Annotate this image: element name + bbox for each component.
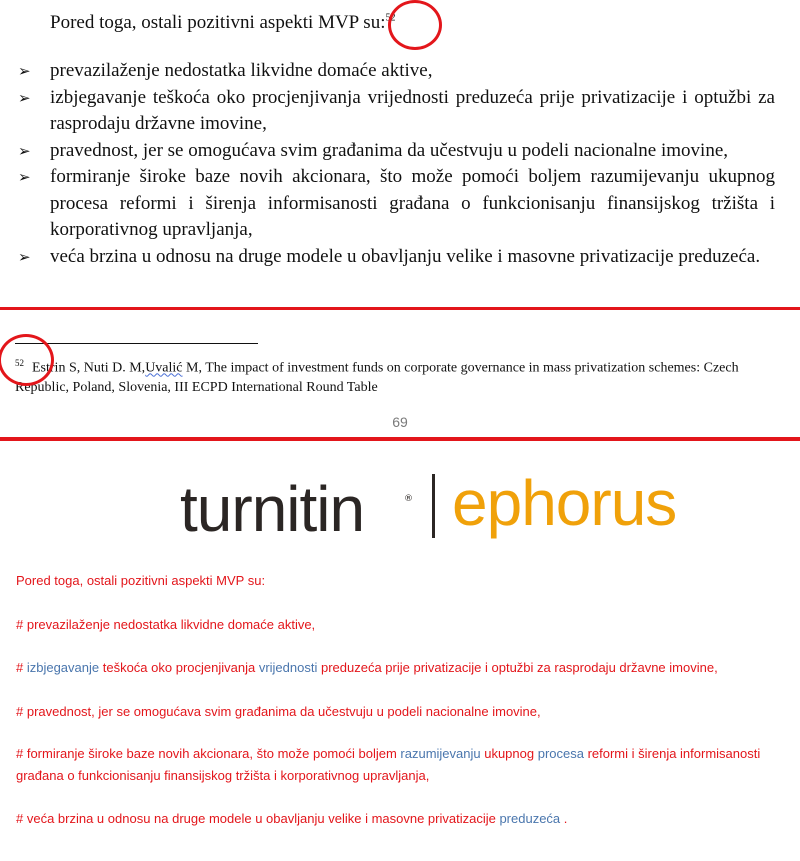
intro-line — [50, 12, 395, 34]
list-item: ➢ pravednost, jer se omogućava svim građanima da učestvuju u podeli nacionalne imovine, — [18, 138, 775, 165]
footnote-rule — [15, 343, 258, 344]
page-number: 69 — [392, 414, 408, 430]
arrow-bullet-icon: ➢ — [18, 247, 31, 266]
logo-divider — [432, 474, 435, 538]
registered-mark: ® — [404, 494, 413, 504]
list-item: ➢ veća brzina u odnosu na druge modele u obavljanju velike i masovne privatizacije preduzeća. — [18, 244, 775, 271]
red-separator-line — [0, 437, 800, 441]
turnitin-paragraph: # pravednost, jer se omogućava svim građanima da učestvuju u podeli nacionalne imovine, — [16, 704, 541, 719]
bullet-list — [18, 58, 775, 270]
matched-word: izbjegavanje — [26, 660, 100, 675]
footnote: $^{52}$ Estrin S, Nuti D. M,Uvalić M, The impact of investment funds on corporate governance in mass privatization schemes: Czech Republic, Poland, Slovenia, III ECPD International Round Table — [15, 358, 739, 395]
matched-word: preduzeća — [499, 811, 561, 826]
spellcheck-underlined-word: Uvalić — [145, 360, 183, 376]
intro-text: Pored toga, ostali pozitivni aspekti MVP su: — [50, 12, 386, 33]
footnote-reference: 52 — [385, 12, 396, 24]
red-separator-line — [0, 307, 800, 310]
arrow-bullet-icon: ➢ — [18, 168, 31, 186]
turnitin-paragraph: # formiranje široke baze novih akcionara, što može pomoći boljem razumijevanju ukupnog procesa reformi i širenja informisanosti građana o funkcionisanju finansijskog tržišta i korporativnog upravljanja, — [16, 746, 761, 783]
turnitin-paragraph: # veća brzina u odnosu na druge modele u obavljanju velike i masovne privatizacije preduzeća . — [16, 811, 568, 826]
turnitin-paragraph: # prevazilaženje nedostatka likvidne domaće aktive, — [16, 617, 316, 632]
arrow-bullet-icon: ➢ — [18, 88, 31, 107]
turnitin-paragraph: Pored toga, ostali pozitivni aspekti MVP su: — [16, 573, 266, 588]
ephorus-wordmark: ephorus — [452, 467, 677, 539]
turnitin-wordmark: turnitin — [180, 473, 365, 545]
turnitin-paragraph: # izbjegavanje teškoća oko procjenjivanja vrijednosti preduzeća prije privatizacije i optužbi za rasprodaju državne imovine, — [16, 660, 718, 675]
red-highlight-circle — [0, 334, 54, 386]
matched-word: razumijevanju — [400, 746, 481, 761]
arrow-bullet-icon: ➢ — [18, 141, 31, 160]
footnote-number: 52 — [15, 358, 24, 368]
red-highlight-circle — [388, 0, 442, 50]
arrow-bullet-icon: ➢ — [18, 62, 31, 80]
matched-word: vrijednosti — [258, 660, 318, 675]
list-item: ➢ formiranje široke baze novih akcionara, što može pomoći boljem razumijevanju ukupnog procesa reformi i širenja informisanosti građana o funkcionisanju finansijskog tržišta i korporativnog upravljanja, — [18, 166, 775, 240]
matched-word: procesa — [537, 746, 584, 761]
list-item: ➢ prevazilaženje nedostatka likvidne domaće aktive, — [18, 58, 775, 85]
turnitin-ephorus-logo — [0, 466, 800, 556]
list-item: ➢ izbjegavanje teškoća oko procjenjivanja vrijednosti preduzeća prije privatizacije i optužbi za rasprodaju državne imovine, — [18, 86, 775, 134]
